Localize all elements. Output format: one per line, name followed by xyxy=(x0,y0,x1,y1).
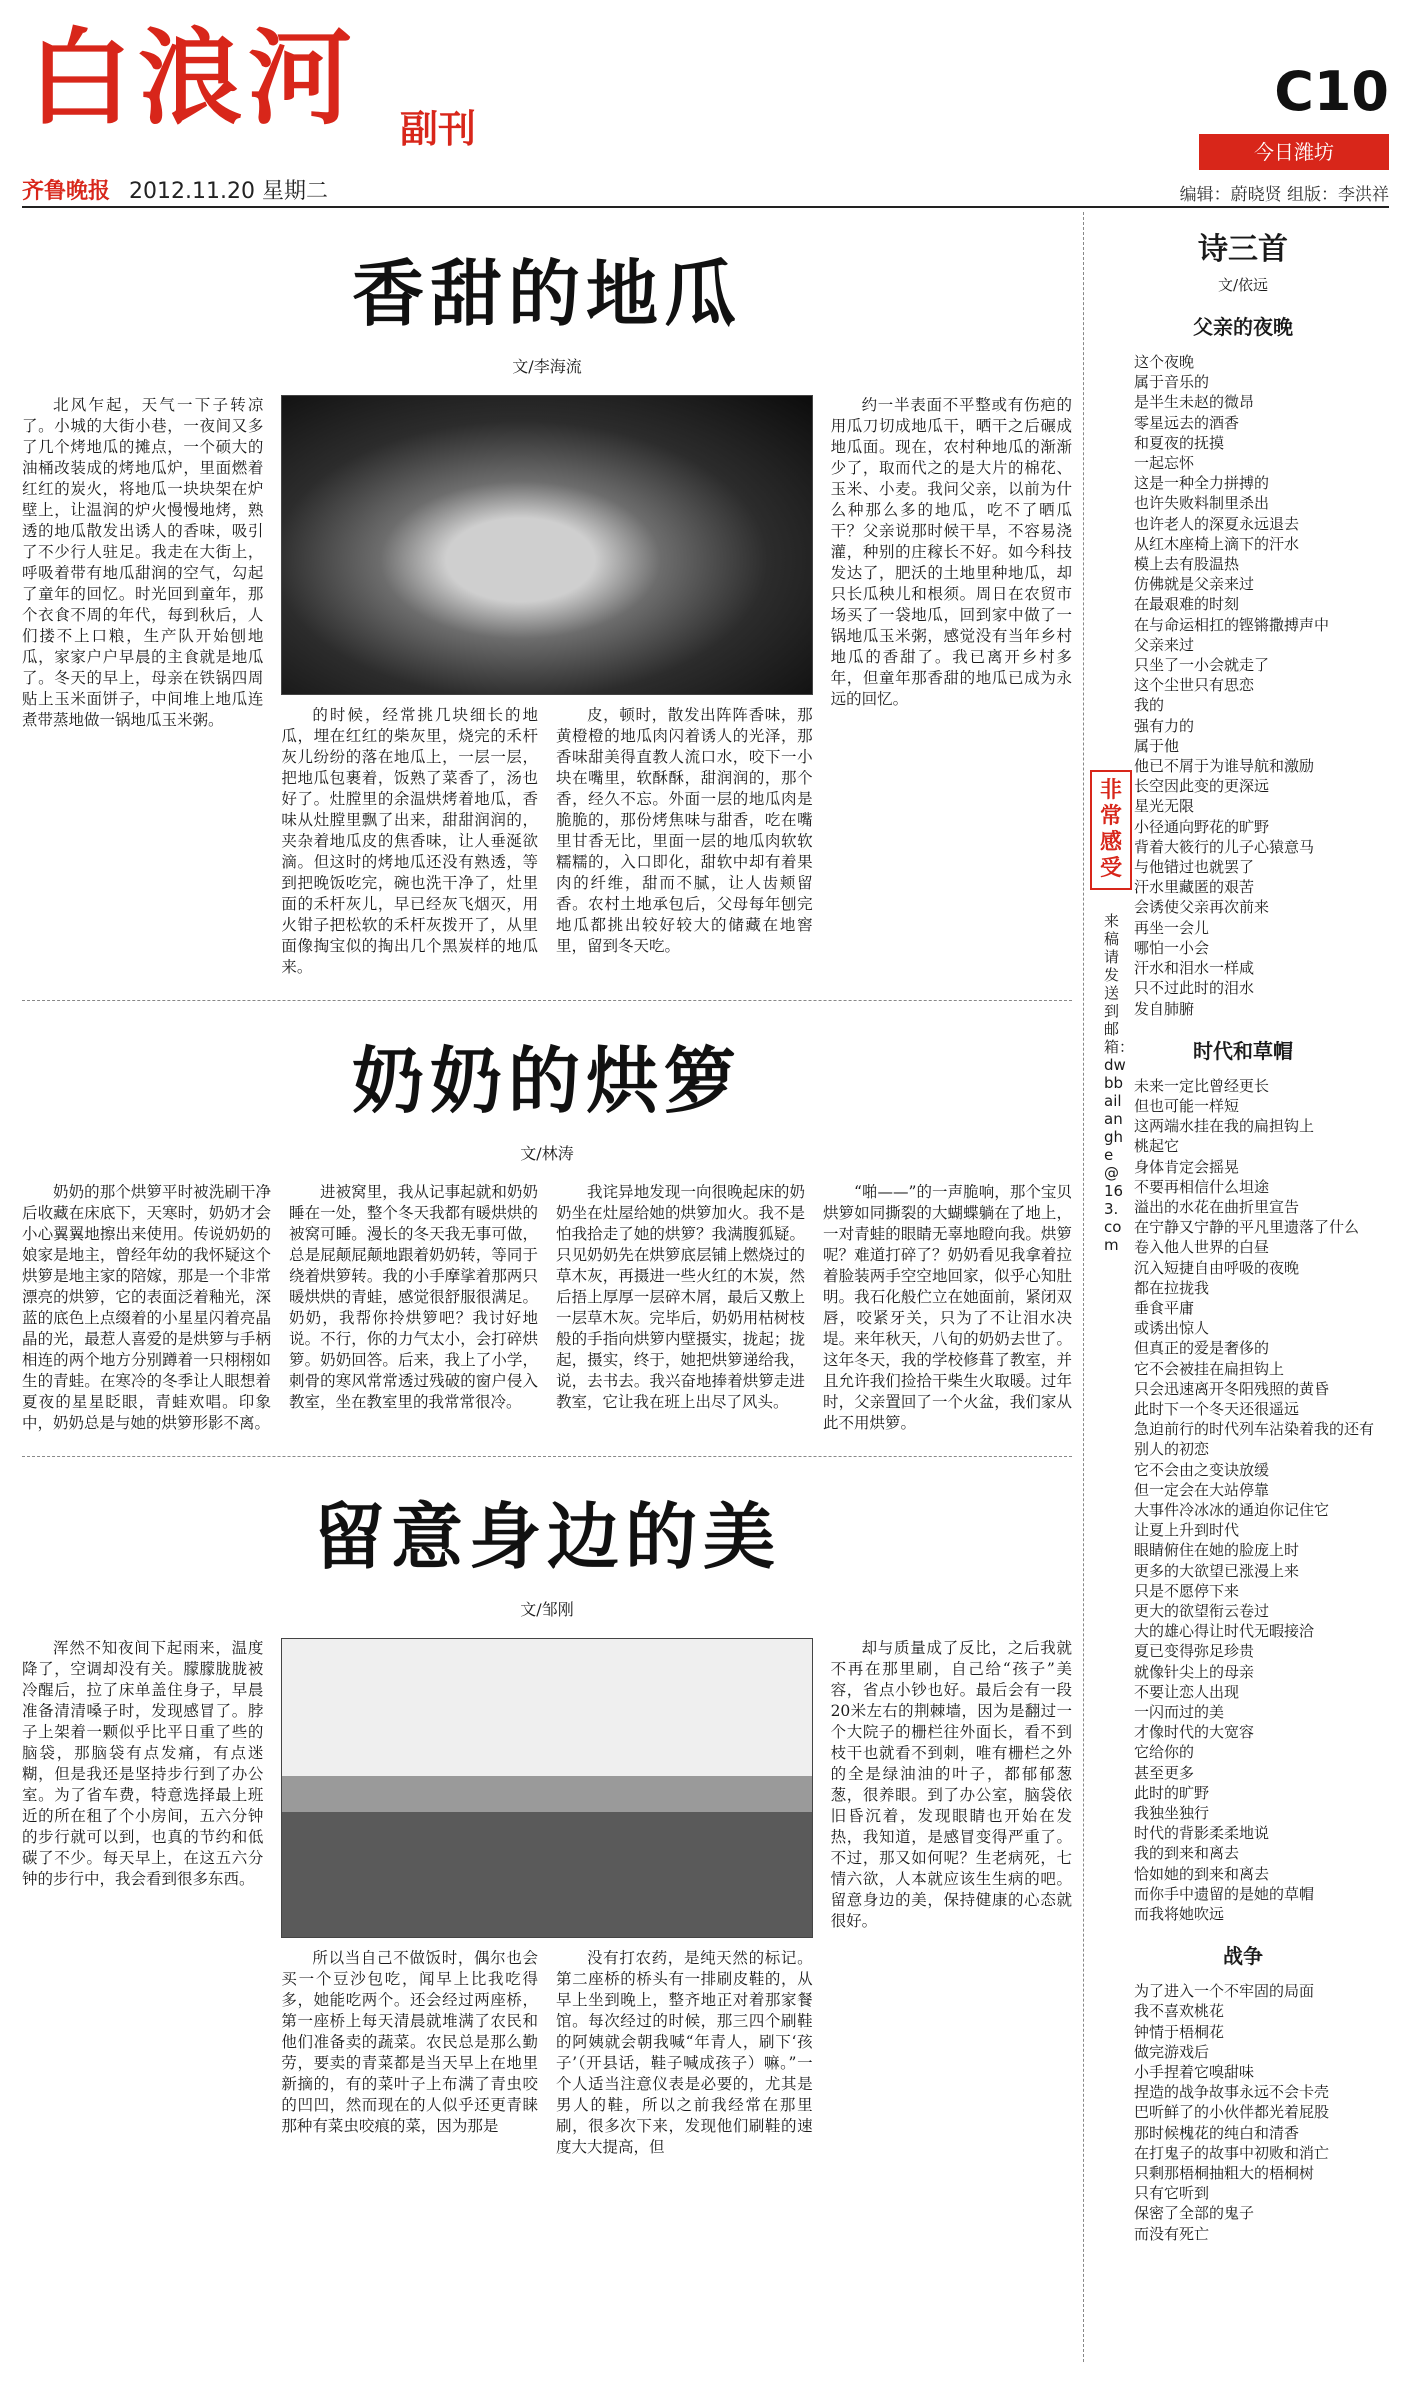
poem-line: 做完游戏后 xyxy=(1134,2042,1210,2061)
article-column xyxy=(289,1182,538,1434)
poem-line: 强有力的 xyxy=(1134,716,1195,735)
poem-line: 在打鬼子的故事中初败和消亡 xyxy=(1134,2143,1330,2162)
badge-char: 受 xyxy=(1099,856,1122,881)
column-text: 所以当自己不做饭时，偶尔也会买一个豆沙包吃，闻早上比我吃得多，她能吃两个。还会经过两座桥，第一座桥上每天清晨就堆满了农民和他们准备卖的蔬菜。农民总是那么勤劳，要卖的青菜都是当天早上在地里新摘的，有的菜叶子上布满了青虫咬的凹凹，然而现在的人似乎还更青睐那种有菜虫咬痕的菜，因为那是 xyxy=(281,1949,538,2135)
poem-series-title: 诗三首 xyxy=(1198,232,1288,267)
poem-line: 汗水和泪水一样咸 xyxy=(1134,959,1255,978)
article-column xyxy=(831,395,1072,978)
poem-line: 身体肯定会摇晃 xyxy=(1134,1157,1240,1176)
poem-line: 和夏夜的抚摸 xyxy=(1134,433,1225,452)
column-text: 进被窝里，我从记事起就和奶奶睡在一处，整个冬天我都有暖烘烘的被窝可睡。漫长的冬天我无事可做，总是屁颠屁颠地跟着奶奶转，等同于绕着烘箩转。我的小手摩挲着那两只暖烘烘的青蛙，感觉很舒服很满足。奶奶，我帮你拎烘箩吧？我讨好地说。不行，你的力气太小，会打碎烘箩。奶奶回答。后来，我上了小学，刺骨的寒风常常透过残破的窗户侵入教室，坐在教室里的我常常很冷。 xyxy=(289,1183,538,1411)
poem-line: 钟情于梧桐花 xyxy=(1134,2022,1225,2041)
main-content xyxy=(22,212,1072,2158)
poem-title: 父亲的夜晚 xyxy=(1193,315,1293,339)
article-title: 奶奶的烘箩 xyxy=(351,1039,742,1123)
article-column xyxy=(22,1638,263,2158)
article-columns xyxy=(22,1182,1072,1434)
column-text: 约一半表面不平整或有伤疤的用瓜刀切成地瓜干，晒干之后碾成地瓜面。现在，农村种地瓜的渐渐少了，取而代之的是大片的棉花、玉米、小麦。我问父亲，以前为什么种那么多的地瓜，吃不了晒瓜干？父亲说那时候干旱，不容易浇灌，种别的庄稼长不好。如今科技发达了，肥沃的土地里种地瓜，却只长瓜秧儿和根须。周日在农贸市场买了一袋地瓜，回到家中做了一锅地瓜玉米粥，感觉没有当年乡村地瓜的香甜了。我已离开乡村多年，但童年那香甜的地瓜已成为永远的回忆。 xyxy=(830,396,1072,708)
poem-line: 只是不愿停下来 xyxy=(1134,1581,1240,1600)
poem-line: 只有它听到 xyxy=(1134,2184,1210,2203)
article-divider xyxy=(22,1000,1072,1001)
poem-sidebar xyxy=(1098,212,1388,2244)
issue-date: 2012.11.20 xyxy=(129,179,255,204)
poem-line: 星光无限 xyxy=(1134,797,1195,816)
poem-line: 都在拉拢我 xyxy=(1134,1278,1210,1297)
poem-line: 从红木座椅上滴下的汗水 xyxy=(1134,534,1300,553)
poem-line: 模上去有股温热 xyxy=(1134,555,1240,574)
poem-line: 只会迅速离开冬阳残照的黄昏 xyxy=(1134,1379,1330,1398)
poem-line: 只不过此时的泪水 xyxy=(1134,979,1255,998)
article-title: 香甜的地瓜 xyxy=(351,252,742,336)
poem-line: 在与命运相扛的铿锵撒搏声中 xyxy=(1134,615,1330,634)
poem-line: 小径通向野花的旷野 xyxy=(1134,817,1270,836)
poem-line: 甚至更多 xyxy=(1134,1763,1195,1782)
column-text: “啪——”的一声脆响，那个宝贝烘箩如同撕裂的大蝴蝶躺在了地上，一对青蛙的眼睛无辜地瞪向我。烘箩呢？难道打碎了？奶奶看见我拿着拉着脸装两手空空地回家，似乎心知肚明。我石化般伫立在她面前，紧闭双唇，咬紧牙关，只为了不让泪水决堤。来年秋天，八旬的奶奶去世了。这年冬天，我的学校修葺了教室，并且允许我们捡拾干柴生火取暖。过年时，父亲置回了一个火盆，我们家从此不用烘箩。 xyxy=(823,1183,1072,1432)
article-column xyxy=(22,1182,271,1434)
article-grandma-basket xyxy=(22,1023,1072,1434)
poem-line: 也许老人的深夏永远退去 xyxy=(1134,514,1300,533)
poem-line: 而没有死亡 xyxy=(1134,2224,1210,2243)
article-column xyxy=(281,1948,538,2158)
poem-line: 巴听鲜了的小伙伴都光着屁股 xyxy=(1134,2103,1330,2122)
poem-line: 不要让恋人出现 xyxy=(1134,1682,1240,1701)
poem-line: 恰如她的到来和离去 xyxy=(1134,1864,1270,1883)
paper-line xyxy=(22,174,328,205)
poem-line: 让夏上升到时代 xyxy=(1134,1521,1240,1540)
article-byline: 文/邹刚 xyxy=(520,1600,574,1619)
article-byline: 文/李海流 xyxy=(512,357,582,376)
submission-contact: 来稿请发送到邮箱：dwbbailanghe@163.com xyxy=(1104,912,1135,1254)
poem-line: 只剩那梧桐抽粗大的梧桐树 xyxy=(1134,2164,1315,2183)
poem-line: 属于他 xyxy=(1134,736,1180,755)
poem-line: 垂食平庸 xyxy=(1134,1298,1195,1317)
poem-title: 时代和草帽 xyxy=(1193,1038,1293,1063)
article-column xyxy=(281,705,538,978)
column-text: 的时候，经常挑几块细长的地瓜，埋在红红的柴灰里，烧完的禾杆灰儿纷纷的落在地瓜上，一层一层，把地瓜包裹着，饭熟了菜香了，汤也好了。灶膛里的余温烘烤着地瓜，香味从灶膛里飘了出来，甜甜润润的，夹杂着地瓜皮的焦香味，让人垂涎欲滴。但这时的烤地瓜还没有熟透，等到把晚饭吃完，碗也洗干净了，灶里面的禾杆灰儿，早已经灰飞烟灭，用火钳子把松软的禾杆灰拨开了，从里面像掏宝似的掏出几个黑炭样的地瓜来。 xyxy=(281,706,538,976)
article-sweet-potato xyxy=(22,236,1072,978)
article-title: 留意身边的美 xyxy=(312,1495,781,1579)
badge-char: 感 xyxy=(1099,830,1122,855)
poem-line: 但也可能一样短 xyxy=(1134,1096,1240,1115)
poem-line: 我独坐独行 xyxy=(1134,1804,1210,1823)
poem-line: 再坐一会儿 xyxy=(1134,918,1210,937)
poem-line: 急迫前行的时代列车沾染着我的还有别人的初恋 xyxy=(1134,1420,1375,1459)
poem-line: 这个夜晚 xyxy=(1134,353,1195,371)
poem-line: 我的 xyxy=(1134,696,1165,715)
poem-line: 这是一种全力拼搏的 xyxy=(1134,474,1270,493)
poem-line: 但真正的爱是奢侈的 xyxy=(1134,1339,1270,1358)
column-text: 我诧异地发现一向很晚起床的奶奶坐在灶屋给她的烘箩加火。我不是怕我拾走了她的烘箩？我满腹狐疑。只见奶奶先在烘箩底层铺上燃烧过的草木灰，再摄进一些火红的木炭，然后捂上厚厚一层碎木屑，最后又敷上一层草木灰。完毕后，奶奶用枯树枝般的手指向烘箩内壁摄实，拢起；拢起，摄实，终于，她把烘箩递给我，说，去书去。我兴奋地捧着烘箩走进教室，它让我在班上出尽了风头。 xyxy=(556,1183,805,1411)
poem-body xyxy=(1098,352,1388,1019)
poem-line: 眼睛俯住在她的脸庞上时 xyxy=(1134,1541,1300,1560)
poem-line: 会诱使父亲再次前来 xyxy=(1134,898,1270,917)
poem-line: 它给你的 xyxy=(1134,1743,1195,1762)
badge-char: 常 xyxy=(1099,804,1122,829)
poem-line: 而我将她吹远 xyxy=(1134,1905,1225,1924)
poem-line: 在宁静又宁静的平凡里遗落了什么 xyxy=(1134,1218,1360,1237)
column-text: 奶奶的那个烘箩平时被洗刷干净后收藏在床底下，天寒时，奶奶才会小心翼翼地擦出来使用。传说奶奶的娘家是地主，曾经年幼的我怀疑这个烘箩是地主家的陪嫁，那是一个非常漂亮的烘箩，它的表面泛着釉光，深蓝的底色上点缀着的小星星闪着亮晶晶的光，最惹人喜爱的是烘箩与手柄相连的两个地方分别蹲着一只栩栩如生的青蛙。在寒冷的冬季让人眼想着夏夜的星星眨眼，青蛙欢唱。印象中，奶奶总是与她的烘箩形影不离。 xyxy=(22,1183,271,1432)
poem-line: 那时候槐花的纯白和清香 xyxy=(1134,2123,1300,2142)
poem-line: 一闪而过的美 xyxy=(1134,1703,1225,1721)
article-column xyxy=(556,1948,813,2158)
poem-body xyxy=(1098,1076,1388,1925)
poem-line: 是半生未赵的微昂 xyxy=(1134,393,1255,412)
poem-line: 它不会由之变诀放缓 xyxy=(1134,1460,1270,1479)
poem-line: 发自肺腑 xyxy=(1134,999,1195,1018)
poem-line: 沉入短捷自由呼吸的夜晚 xyxy=(1134,1258,1300,1277)
poem-line: 仿佛就是父亲来过 xyxy=(1134,575,1255,594)
page-number: C10 xyxy=(1274,60,1389,123)
poem-line: 在最艰难的时刻 xyxy=(1134,595,1240,614)
poem-line: 时代的背影柔柔地说 xyxy=(1134,1824,1270,1843)
poem-line: 就像针尖上的母亲 xyxy=(1134,1662,1255,1681)
editors-line: 编辑：蔚晓贤 组版：李洪祥 xyxy=(1179,185,1389,205)
sweet-potato-photo xyxy=(281,395,812,695)
section-logo: 白浪河 xyxy=(28,17,359,139)
poem-line: 此时下一个冬天还很遥远 xyxy=(1134,1399,1300,1418)
poem-line: 我不喜欢桃花 xyxy=(1134,2002,1225,2021)
poem-line: 它不会被挂在扁担钩上 xyxy=(1134,1359,1285,1378)
poem-line: 父亲来过 xyxy=(1134,635,1195,654)
poem-line: 属于音乐的 xyxy=(1134,373,1210,392)
poem-line: 零星远去的酒香 xyxy=(1134,413,1240,432)
poem-line: 这两端水挂在我的扁担钩上 xyxy=(1134,1117,1315,1136)
poem-line: 大的雄心得让时代无暇接洽 xyxy=(1134,1622,1315,1641)
masthead xyxy=(0,0,1409,220)
poem-line: 背着大筱行的儿子心猿意马 xyxy=(1134,837,1315,856)
column-text: 却与质量成了反比，之后我就不再在那里刷，自己给“孩子”美容，省点小钞也好。最后会有一段20米左右的荆棘墙，因为是翻过一个大院子的栅栏往外面长，看不到枝干也就看不到刺，唯有栅栏之外的全是绿油油的叶子，都郁郁葱葱，很养眼。到了办公室，脑袋依旧昏沉着，发现眼睛也开始在发热，我知道，是感冒变得严重了。不过，那又如何呢？生老病死，七情六欲，人本就应该生生病的吧。留意身边的美，保持健康的心态就很好。 xyxy=(830,1639,1072,1930)
issue-weekday: 星期二 xyxy=(261,179,328,204)
poem-line: 为了进入一个不牢固的局面 xyxy=(1134,1982,1315,2001)
poem-line: 夏已变得弥足珍贵 xyxy=(1134,1642,1255,1661)
poem-line: 他已不屑于为谁导航和激励 xyxy=(1134,757,1315,776)
article-byline: 文/林涛 xyxy=(520,1144,574,1163)
article-beauty xyxy=(22,1479,1072,2158)
poem-body xyxy=(1098,1981,1388,2244)
poem-line: 我的到来和离去 xyxy=(1134,1844,1240,1863)
column-text: 没有打农药，是纯天然的标记。第二座桥的桥头有一排刷皮鞋的，从早上坐到晚上，整齐地正对着那家餐馆。每次经过的时候，那三四个刷鞋的阿姨就会朝我喊“年青人，刷下‘孩子’（开县话，鞋子喊成孩子）嘛。”一个人适当注意仪表是必要的，尤其是男人的鞋，所以之前我经常在那里刷，很多次下来，发现他们刷鞋的速度大大提高，但 xyxy=(556,1949,813,2156)
poem-line: 一起忘怀 xyxy=(1134,454,1195,473)
article-column xyxy=(22,395,263,978)
article-columns xyxy=(22,1638,1072,2158)
article-columns xyxy=(22,395,1072,978)
poem-line: 与他错过也就罢了 xyxy=(1134,858,1255,877)
poem-line: 小手捏着它嗅甜味 xyxy=(1134,2063,1255,2082)
poem-line: 只坐了一小会就走了 xyxy=(1134,656,1270,675)
section-subtitle: 副刊 xyxy=(400,107,477,151)
poem-line: 捏造的战争故事永远不会卡壳 xyxy=(1134,2083,1330,2102)
article-column xyxy=(281,395,812,978)
column-divider xyxy=(1083,212,1084,2362)
section-bar: 今日潍坊 xyxy=(1199,134,1389,170)
poem-line: 但一定会在大站停靠 xyxy=(1134,1480,1270,1499)
paper-name: 齐鲁晚报 xyxy=(22,178,111,204)
poem-author: 文/依远 xyxy=(1217,276,1269,294)
column-text: 北风乍起，天气一下子转凉了。小城的大街小巷，一夜间又多了几个烤地瓜的摊点，一个硕大的油桶改装成的烤地瓜炉，里面燃着红红的炭火，将地瓜一块块架在炉壁上，让温润的炉火慢慢地烤，熟透的地瓜散发出诱人的香味，吸引了不少行人驻足。我走在大街上，呼吸着带有地瓜甜润的空气，勾起了童年的回忆。时光回到童年，那个衣食不周的年代，每到秋后，人们搂不上口粮，生产队开始刨地瓜，家家户户早晨的主食就是地瓜了。冬天的早上，母亲在铁锅四周贴上玉米面饼子，中间堆上地瓜连煮带蒸地做一锅地瓜玉米粥。 xyxy=(22,396,264,729)
poem-line: 未来一定比曾经更长 xyxy=(1134,1076,1270,1095)
column-text: 皮，顿时，散发出阵阵香味，那黄橙橙的地瓜肉闪着诱人的光泽，那香味甜美得直教人流口水，咬下一小块在嘴里，软酥酥，甜润润的，那个香，经久不忘。外面一层的地瓜肉是脆脆的，那份烤焦味与甜香，吃在嘴里甘香无比，里面一层的地瓜肉软软糯糯的，入口即化，甜软中却有着果肉的纤维，甜而不腻，让人齿颊留香。农村土地承包后，父母每年刨完地瓜都挑出较好较大的储藏在地窖里，留到冬天吃。 xyxy=(556,706,813,955)
column-text: 浑然不知夜间下起雨来，温度降了，空调却没有关。朦朦胧胧被冷醒后，拉了床单盖住身子，早晨准备清清嗓子时，发现感冒了。脖子上架着一颗似乎比平日重了些的脑袋，那脑袋有点发痛，有点迷糊，但是我还是坚持步行到了办公室。为了省车费，特意选择最上班近的所在租了个小房间，五六分钟的步行就可以到，也真的节约和低碳了不少。每天早上，在这五六分钟的步行中，我会看到很多东西。 xyxy=(22,1639,264,1888)
poem-line: 桃起它 xyxy=(1134,1137,1180,1156)
poem-line: 也许失败料制里杀出 xyxy=(1134,494,1270,513)
poem-line: 汗水里藏匿的艰苦 xyxy=(1134,878,1255,897)
badge-char: 非 xyxy=(1099,778,1122,803)
poem-line: 更多的大欲望已涨漫上来 xyxy=(1134,1561,1300,1580)
poem-line: 这个尘世只有思恋 xyxy=(1134,676,1255,695)
header-divider xyxy=(22,206,1389,208)
poem-line: 不要再相信什么坦途 xyxy=(1134,1177,1270,1196)
article-column xyxy=(556,1182,805,1434)
article-column xyxy=(281,1638,812,2158)
poem-line: 而你手中遗留的是她的草帽 xyxy=(1134,1884,1315,1903)
article-divider xyxy=(22,1456,1072,1457)
poem-line: 才像时代的大宽容 xyxy=(1134,1723,1255,1742)
poem-title: 战争 xyxy=(1223,1944,1263,1969)
poem-line: 此时的旷野 xyxy=(1134,1783,1210,1802)
poem-line: 卷入他人世界的白昼 xyxy=(1134,1238,1270,1257)
poem-line: 大事件冷冰冰的通迫你记住它 xyxy=(1134,1500,1330,1519)
poem-line: 更大的欲望衔云卷过 xyxy=(1134,1601,1270,1620)
poem-line: 溢出的水花在曲折里宣告 xyxy=(1134,1197,1300,1216)
bridge-photo xyxy=(281,1638,812,1938)
poem-line: 或诱出惊人 xyxy=(1134,1319,1210,1338)
article-column xyxy=(831,1638,1072,2158)
article-column xyxy=(823,1182,1072,1434)
article-column xyxy=(556,705,813,978)
poem-line: 哪怕一小会 xyxy=(1134,938,1210,957)
poem-line: 保密了全部的鬼子 xyxy=(1134,2204,1255,2223)
poem-line: 长空因此变的更深远 xyxy=(1134,777,1270,796)
